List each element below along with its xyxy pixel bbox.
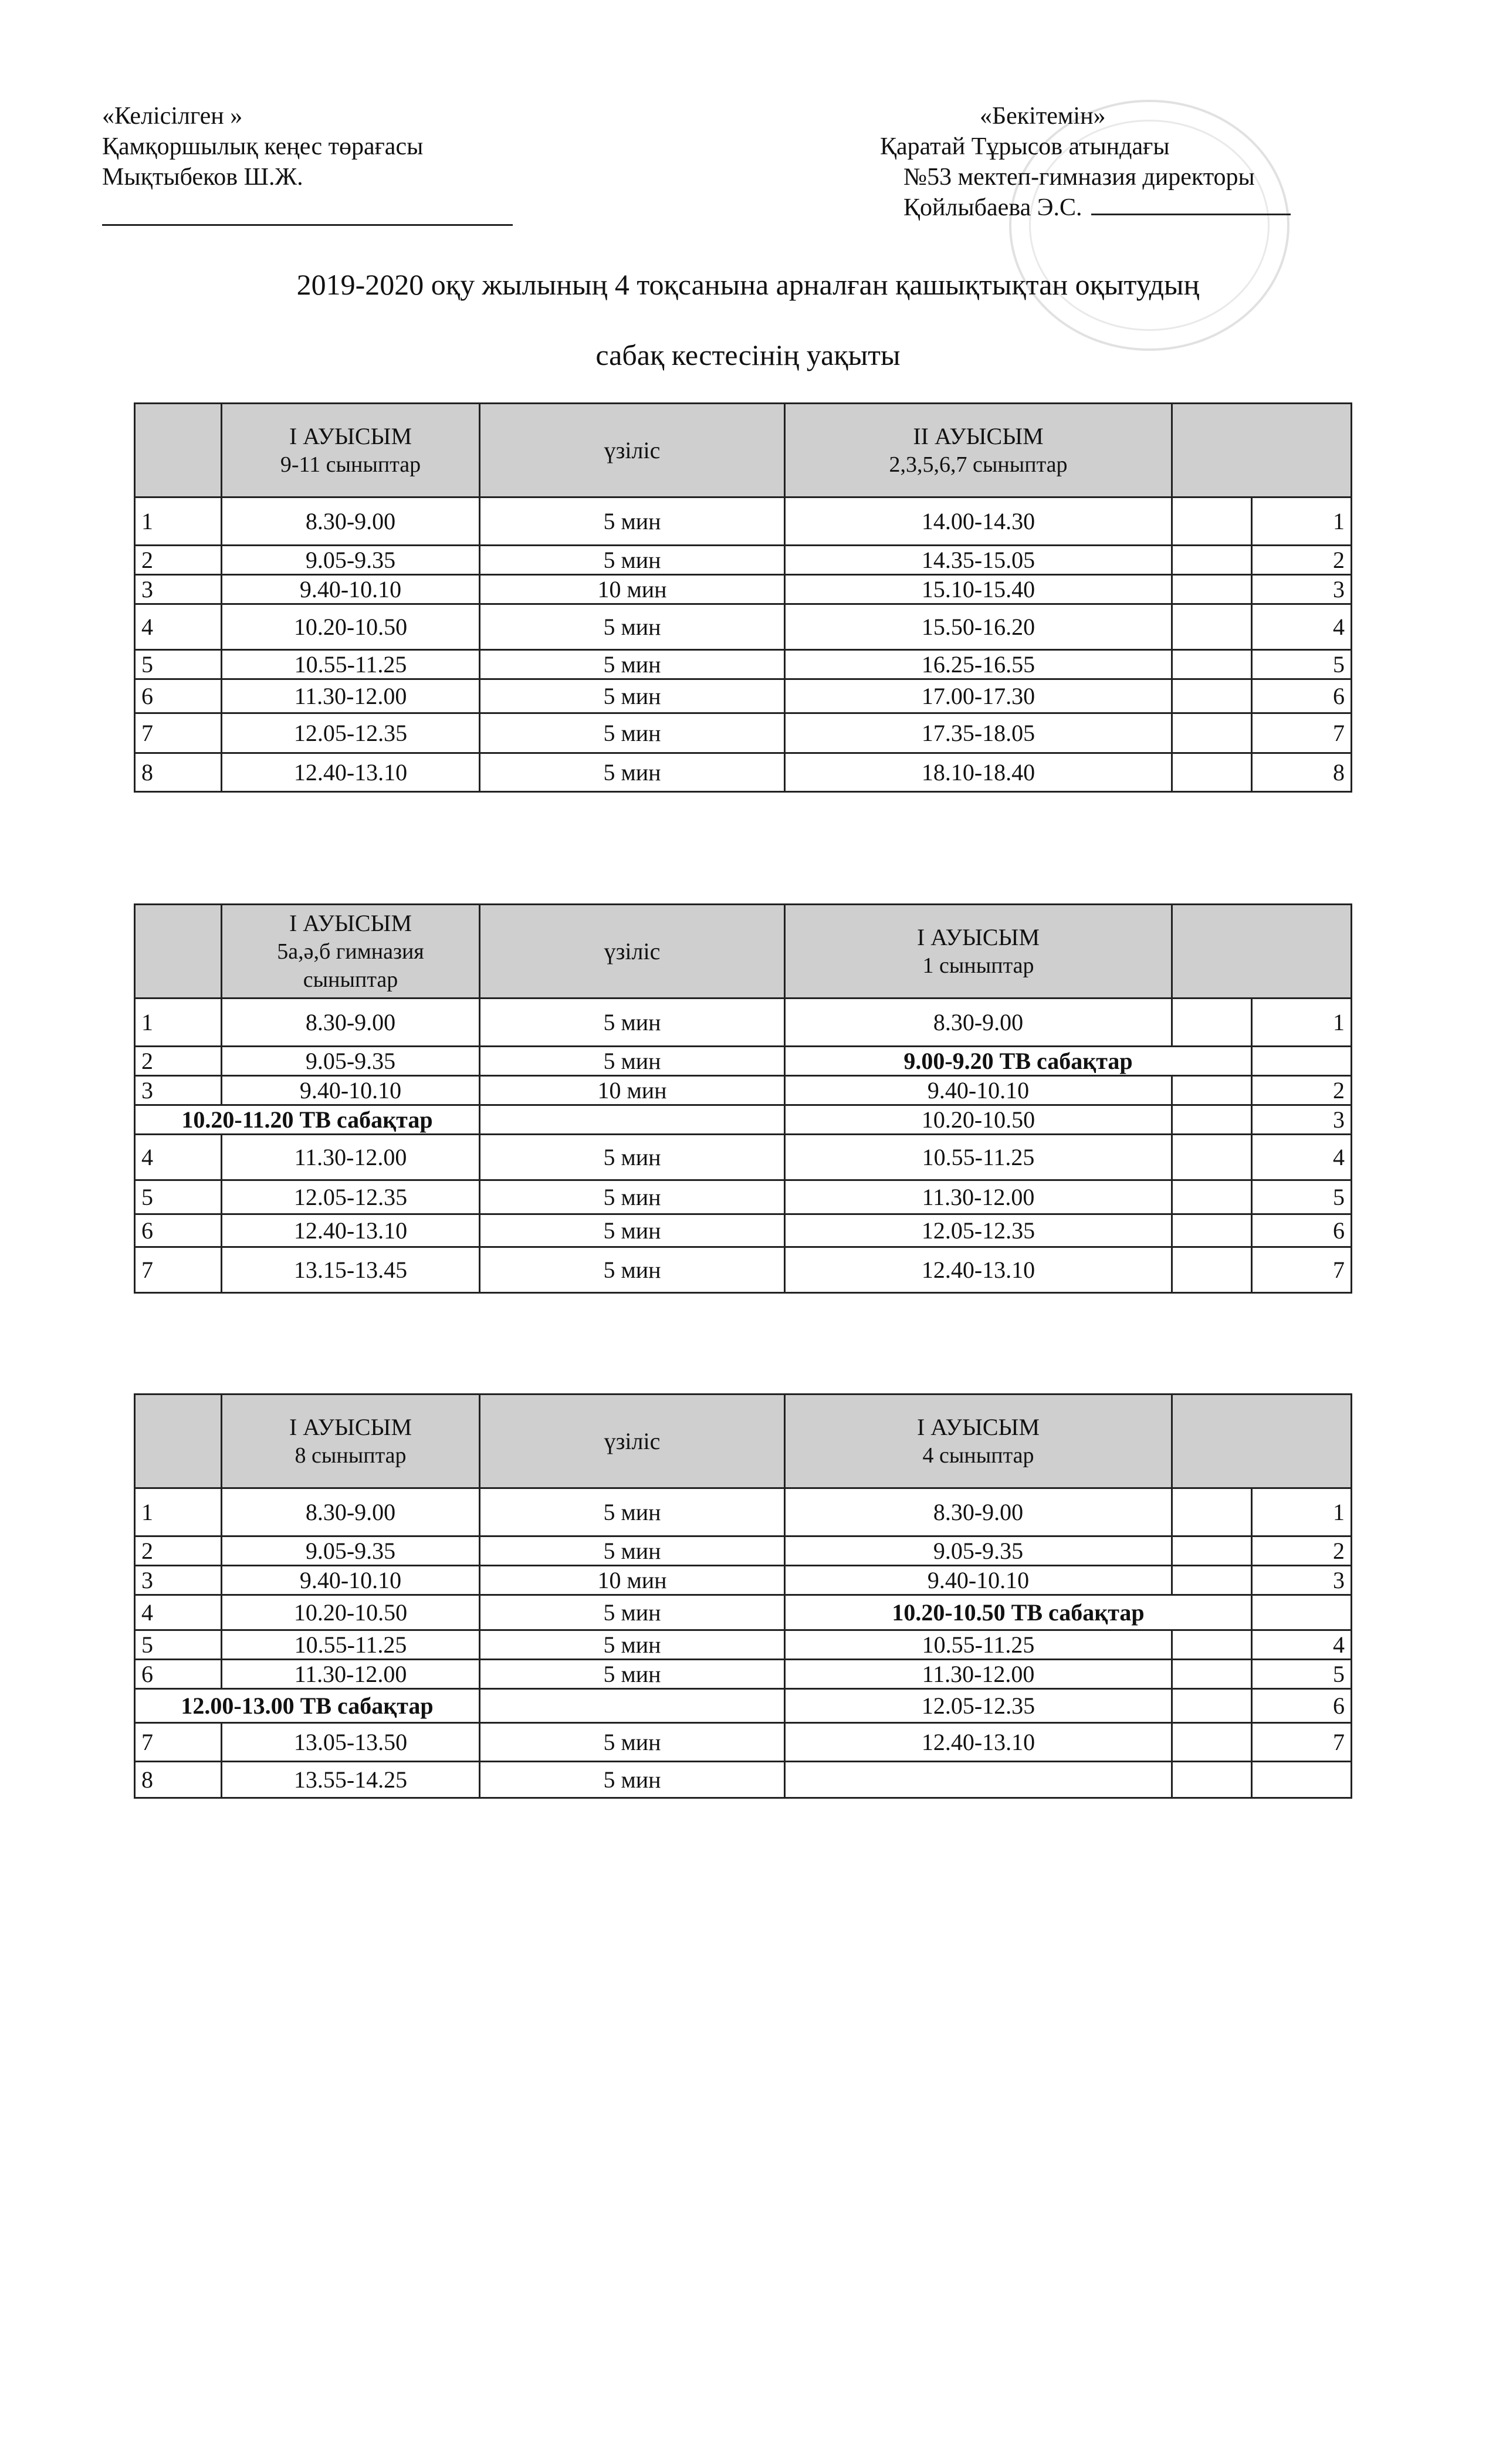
lesson-number-right: 6 bbox=[1252, 679, 1352, 713]
header-break-label: үзіліс bbox=[480, 1395, 785, 1488]
lesson-number-left: 6 bbox=[135, 1214, 222, 1247]
lesson-time-right: 14.35-15.05 bbox=[785, 546, 1172, 575]
lesson-time-left: 13.55-14.25 bbox=[222, 1762, 480, 1798]
table-row bbox=[135, 753, 1352, 792]
table-row bbox=[135, 1135, 1352, 1180]
break-duration: 5 мин bbox=[480, 546, 785, 575]
table-row bbox=[135, 1660, 1352, 1689]
header-left-shift bbox=[222, 1395, 480, 1488]
lesson-number-left: 5 bbox=[135, 650, 222, 679]
table-row bbox=[135, 650, 1352, 679]
document-title: 2019-2020 оқу жылының 4 тоқсанына арналған қашықтықтан оқытудың bbox=[296, 268, 1200, 301]
break-duration: 10 мин bbox=[480, 1566, 785, 1595]
left-classes-label: 5а,ә,б гимназия сыныптар bbox=[277, 939, 424, 992]
lesson-number-left: 5 bbox=[135, 1180, 222, 1214]
break-duration: 5 мин bbox=[480, 1247, 785, 1293]
table-header-row bbox=[135, 1395, 1352, 1488]
header-blank-cell bbox=[135, 404, 222, 497]
spacer-cell bbox=[1172, 999, 1252, 1047]
lesson-time-right: 14.00-14.30 bbox=[785, 497, 1172, 546]
lesson-time-right: 16.25-16.55 bbox=[785, 650, 1172, 679]
spacer-cell bbox=[1172, 1135, 1252, 1180]
lesson-number-right: 3 bbox=[1252, 1105, 1352, 1135]
break-duration: 5 мин bbox=[480, 1660, 785, 1689]
break-duration: 5 мин bbox=[480, 753, 785, 792]
lesson-time-left: 10.20-10.50 bbox=[222, 604, 480, 650]
table-row bbox=[135, 1689, 1352, 1723]
council-chair-name: Мықтыбеков Ш.Ж. bbox=[102, 164, 303, 191]
spacer-cell bbox=[1172, 1247, 1252, 1293]
break-duration: 5 мин bbox=[480, 1135, 785, 1180]
lesson-number-left: 7 bbox=[135, 1247, 222, 1293]
document-subtitle: сабақ кестесінің уақыты bbox=[595, 339, 901, 371]
lesson-number-left: 1 bbox=[135, 497, 222, 546]
lesson-number-right: 6 bbox=[1252, 1689, 1352, 1723]
table-row bbox=[135, 1488, 1352, 1536]
lesson-time-left: 8.30-9.00 bbox=[222, 999, 480, 1047]
break-duration: 5 мин bbox=[480, 604, 785, 650]
lesson-time-left: 10.55-11.25 bbox=[222, 1630, 480, 1660]
lesson-number-right: 4 bbox=[1252, 604, 1352, 650]
lesson-number-right: 5 bbox=[1252, 1180, 1352, 1214]
left-classes-label: 9-11 сыныптар bbox=[280, 452, 421, 477]
lesson-time-left: 12.05-12.35 bbox=[222, 713, 480, 753]
table-row bbox=[135, 1595, 1352, 1630]
spacer-cell bbox=[1172, 1214, 1252, 1247]
spacer-cell bbox=[1172, 546, 1252, 575]
empty-cell bbox=[1252, 1047, 1352, 1076]
lesson-number-right: 5 bbox=[1252, 1660, 1352, 1689]
lesson-time-right: 11.30-12.00 bbox=[785, 1180, 1172, 1214]
spacer-cell bbox=[1172, 679, 1252, 713]
lesson-number-left: 2 bbox=[135, 1536, 222, 1566]
director-name-row bbox=[880, 192, 1361, 223]
break-duration: 5 мин bbox=[480, 679, 785, 713]
spacer-cell bbox=[1172, 1180, 1252, 1214]
schedule-table-3 bbox=[134, 1393, 1352, 1799]
header-left-shift bbox=[222, 404, 480, 497]
spacer-cell bbox=[1172, 1566, 1252, 1595]
lesson-number-left: 3 bbox=[135, 1566, 222, 1595]
break-cell bbox=[480, 1105, 785, 1135]
approval-block-right bbox=[880, 101, 1361, 223]
lesson-number-left: 3 bbox=[135, 575, 222, 604]
lesson-time-left: 13.15-13.45 bbox=[222, 1247, 480, 1293]
lesson-time-left: 12.40-13.10 bbox=[222, 1214, 480, 1247]
lesson-time-left: 10.20-10.50 bbox=[222, 1595, 480, 1630]
left-shift-label: I АУЫСЫМ bbox=[289, 909, 412, 936]
lesson-time-right: 15.50-16.20 bbox=[785, 604, 1172, 650]
header-left-shift bbox=[222, 905, 480, 999]
lesson-number-right: 7 bbox=[1252, 713, 1352, 753]
break-duration: 5 мин bbox=[480, 1762, 785, 1798]
lesson-time-left: 11.30-12.00 bbox=[222, 679, 480, 713]
header-blank-cell bbox=[135, 1395, 222, 1488]
table-row bbox=[135, 1047, 1352, 1076]
lesson-number-left: 6 bbox=[135, 1660, 222, 1689]
lesson-number-left: 5 bbox=[135, 1630, 222, 1660]
lesson-time-right bbox=[785, 1762, 1172, 1798]
break-duration: 5 мин bbox=[480, 1180, 785, 1214]
table-header-row bbox=[135, 404, 1352, 497]
header-right-shift bbox=[785, 404, 1172, 497]
spacer-cell bbox=[1172, 1660, 1252, 1689]
header-break-label: үзіліс bbox=[480, 905, 785, 999]
lesson-time-right: 10.20-10.50 bbox=[785, 1105, 1172, 1135]
spacer-cell bbox=[1172, 1488, 1252, 1536]
spacer-cell bbox=[1172, 575, 1252, 604]
director-name: Қойлыбаева Э.С. bbox=[903, 194, 1082, 221]
lesson-time-right: 18.10-18.40 bbox=[785, 753, 1172, 792]
lesson-time-right: 8.30-9.00 bbox=[785, 999, 1172, 1047]
table-row bbox=[135, 1180, 1352, 1214]
lesson-number-left: 6 bbox=[135, 679, 222, 713]
right-classes-label: 2,3,5,6,7 сыныптар bbox=[889, 452, 1068, 477]
table-row bbox=[135, 679, 1352, 713]
lesson-number-right: 2 bbox=[1252, 1076, 1352, 1105]
break-cell bbox=[480, 1689, 785, 1723]
lesson-number-left: 2 bbox=[135, 546, 222, 575]
header-blank-cell bbox=[135, 905, 222, 999]
break-duration: 5 мин bbox=[480, 999, 785, 1047]
spacer-cell bbox=[1172, 1762, 1252, 1798]
table-row bbox=[135, 1762, 1352, 1798]
table-row bbox=[135, 1566, 1352, 1595]
right-shift-label: I АУЫСЫМ bbox=[916, 923, 1040, 950]
table-row bbox=[135, 1723, 1352, 1762]
table-row bbox=[135, 1076, 1352, 1105]
lesson-number-right: 7 bbox=[1252, 1723, 1352, 1762]
lesson-number-right: 1 bbox=[1252, 999, 1352, 1047]
lesson-time-left: 12.05-12.35 bbox=[222, 1180, 480, 1214]
empty-cell bbox=[1252, 1595, 1352, 1630]
table-row bbox=[135, 713, 1352, 753]
table-row bbox=[135, 999, 1352, 1047]
lesson-number-left: 8 bbox=[135, 753, 222, 792]
spacer-cell bbox=[1172, 604, 1252, 650]
break-duration: 5 мин bbox=[480, 497, 785, 546]
tv-lessons-left: 12.00-13.00 ТВ сабақтар bbox=[135, 1689, 480, 1723]
table-row bbox=[135, 1214, 1352, 1247]
lesson-number-left: 7 bbox=[135, 713, 222, 753]
right-shift-label: I АУЫСЫМ bbox=[916, 1413, 1040, 1440]
lesson-time-right: 8.30-9.00 bbox=[785, 1488, 1172, 1536]
header-blank-cell bbox=[1172, 1395, 1352, 1488]
break-duration: 5 мин bbox=[480, 1047, 785, 1076]
lesson-time-left: 8.30-9.00 bbox=[222, 497, 480, 546]
lesson-number-left: 8 bbox=[135, 1762, 222, 1798]
agreed-label: «Келісілген » bbox=[102, 103, 243, 130]
lesson-time-right: 11.30-12.00 bbox=[785, 1660, 1172, 1689]
lesson-number-right: 8 bbox=[1252, 753, 1352, 792]
lesson-number-right: 1 bbox=[1252, 1488, 1352, 1536]
lesson-time-left: 10.55-11.25 bbox=[222, 650, 480, 679]
lesson-number-left: 1 bbox=[135, 999, 222, 1047]
lesson-time-left: 12.40-13.10 bbox=[222, 753, 480, 792]
schedule-table-2 bbox=[134, 903, 1352, 1294]
spacer-cell bbox=[1172, 1536, 1252, 1566]
schedule-table-1 bbox=[134, 402, 1352, 793]
lesson-number-right: 1 bbox=[1252, 497, 1352, 546]
lesson-time-left: 9.40-10.10 bbox=[222, 575, 480, 604]
table-row bbox=[135, 1247, 1352, 1293]
approve-label: «Бекітемін» bbox=[980, 103, 1106, 130]
lesson-time-left: 11.30-12.00 bbox=[222, 1660, 480, 1689]
tv-lessons-left: 10.20-11.20 ТВ сабақтар bbox=[135, 1105, 480, 1135]
lesson-number-right bbox=[1252, 1762, 1352, 1798]
lesson-time-right: 17.35-18.05 bbox=[785, 713, 1172, 753]
break-duration: 5 мин bbox=[480, 1723, 785, 1762]
table-row bbox=[135, 1536, 1352, 1566]
lesson-time-right: 12.40-13.10 bbox=[785, 1723, 1172, 1762]
lesson-time-left: 8.30-9.00 bbox=[222, 1488, 480, 1536]
lesson-time-right: 12.40-13.10 bbox=[785, 1247, 1172, 1293]
spacer-cell bbox=[1172, 1630, 1252, 1660]
lesson-time-left: 9.40-10.10 bbox=[222, 1076, 480, 1105]
table-row bbox=[135, 575, 1352, 604]
spacer-cell bbox=[1172, 1076, 1252, 1105]
lesson-number-right: 7 bbox=[1252, 1247, 1352, 1293]
lesson-time-right: 9.40-10.10 bbox=[785, 1566, 1172, 1595]
lesson-number-right: 2 bbox=[1252, 546, 1352, 575]
table-header-row bbox=[135, 905, 1352, 999]
approval-block-left bbox=[102, 101, 513, 226]
lesson-number-left: 4 bbox=[135, 1135, 222, 1180]
table-row bbox=[135, 546, 1352, 575]
spacer-cell bbox=[1172, 650, 1252, 679]
right-shift-label: II АУЫСЫМ bbox=[913, 422, 1044, 449]
break-duration: 5 мин bbox=[480, 650, 785, 679]
break-duration: 5 мин bbox=[480, 1536, 785, 1566]
lesson-time-right: 9.40-10.10 bbox=[785, 1076, 1172, 1105]
lesson-number-right: 5 bbox=[1252, 650, 1352, 679]
lesson-number-right: 6 bbox=[1252, 1214, 1352, 1247]
tv-lessons-right: 9.00-9.20 ТВ сабақтар bbox=[785, 1047, 1252, 1076]
council-title: Қамқоршылық кеңес төрағасы bbox=[102, 133, 424, 160]
school-name-line: Қаратай Тұрысов атындағы bbox=[880, 133, 1170, 160]
lesson-time-left: 9.40-10.10 bbox=[222, 1566, 480, 1595]
break-duration: 10 мин bbox=[480, 575, 785, 604]
lesson-time-left: 9.05-9.35 bbox=[222, 1047, 480, 1076]
lesson-number-left: 1 bbox=[135, 1488, 222, 1536]
signature-line bbox=[102, 192, 513, 226]
break-duration: 5 мин bbox=[480, 1488, 785, 1536]
left-shift-label: I АУЫСЫМ bbox=[289, 1413, 412, 1440]
lesson-time-right: 10.55-11.25 bbox=[785, 1630, 1172, 1660]
lesson-time-right: 15.10-15.40 bbox=[785, 575, 1172, 604]
lesson-time-left: 9.05-9.35 bbox=[222, 1536, 480, 1566]
lesson-number-left: 2 bbox=[135, 1047, 222, 1076]
spacer-cell bbox=[1172, 497, 1252, 546]
header-right-shift bbox=[785, 905, 1172, 999]
lesson-number-left: 7 bbox=[135, 1723, 222, 1762]
lesson-number-left: 3 bbox=[135, 1076, 222, 1105]
break-duration: 5 мин bbox=[480, 1595, 785, 1630]
table-row bbox=[135, 497, 1352, 546]
lesson-time-right: 12.05-12.35 bbox=[785, 1689, 1172, 1723]
table-row bbox=[135, 1630, 1352, 1660]
lesson-number-right: 3 bbox=[1252, 575, 1352, 604]
table-row bbox=[135, 1105, 1352, 1135]
spacer-cell bbox=[1172, 1689, 1252, 1723]
right-classes-label: 4 сыныптар bbox=[922, 1443, 1034, 1468]
break-duration: 5 мин bbox=[480, 713, 785, 753]
header-right-shift bbox=[785, 1395, 1172, 1488]
lesson-time-right: 17.00-17.30 bbox=[785, 679, 1172, 713]
director-title: №53 мектеп-гимназия директоры bbox=[903, 164, 1255, 191]
break-duration: 5 мин bbox=[480, 1214, 785, 1247]
lesson-time-left: 11.30-12.00 bbox=[222, 1135, 480, 1180]
right-classes-label: 1 сыныптар bbox=[922, 953, 1034, 978]
spacer-cell bbox=[1172, 753, 1252, 792]
break-duration: 10 мин bbox=[480, 1076, 785, 1105]
lesson-time-right: 9.05-9.35 bbox=[785, 1536, 1172, 1566]
spacer-cell bbox=[1172, 1105, 1252, 1135]
spacer-cell bbox=[1172, 1723, 1252, 1762]
lesson-number-right: 3 bbox=[1252, 1566, 1352, 1595]
lesson-time-right: 10.55-11.25 bbox=[785, 1135, 1172, 1180]
table-row bbox=[135, 604, 1352, 650]
break-duration: 5 мин bbox=[480, 1630, 785, 1660]
header-break-label: үзіліс bbox=[480, 404, 785, 497]
tv-lessons-right: 10.20-10.50 ТВ сабақтар bbox=[785, 1595, 1252, 1630]
left-classes-label: 8 сыныптар bbox=[295, 1443, 407, 1468]
lesson-number-right: 4 bbox=[1252, 1135, 1352, 1180]
header-blank-cell bbox=[1172, 404, 1352, 497]
director-signature-line bbox=[1091, 214, 1291, 215]
left-shift-label: I АУЫСЫМ bbox=[289, 422, 412, 449]
lesson-time-left: 9.05-9.35 bbox=[222, 546, 480, 575]
lesson-number-left: 4 bbox=[135, 604, 222, 650]
header-blank-cell bbox=[1172, 905, 1352, 999]
lesson-time-right: 12.05-12.35 bbox=[785, 1214, 1172, 1247]
lesson-number-right: 2 bbox=[1252, 1536, 1352, 1566]
lesson-number-right: 4 bbox=[1252, 1630, 1352, 1660]
spacer-cell bbox=[1172, 713, 1252, 753]
lesson-time-left: 13.05-13.50 bbox=[222, 1723, 480, 1762]
lesson-number-left: 4 bbox=[135, 1595, 222, 1630]
